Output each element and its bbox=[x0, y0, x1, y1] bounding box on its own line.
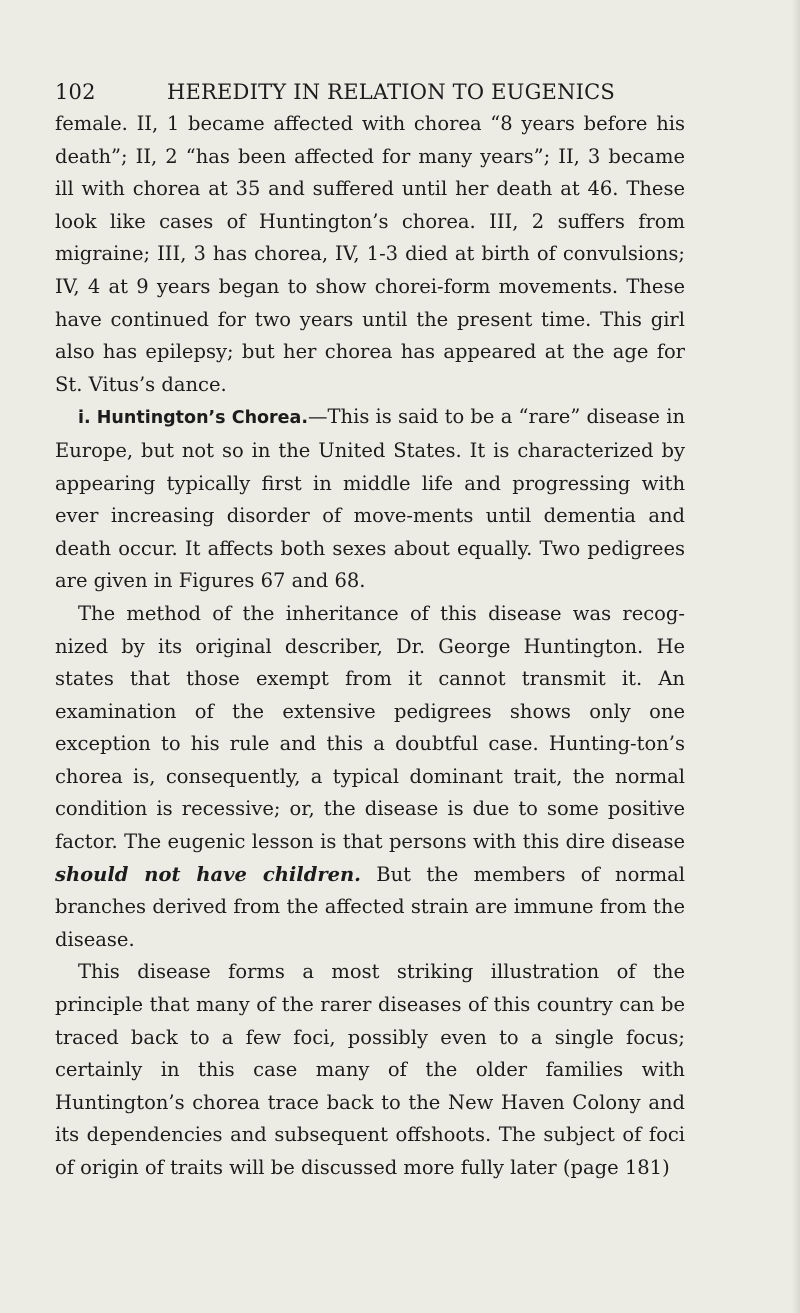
page-number: 102 bbox=[55, 80, 96, 104]
running-header bbox=[55, 70, 685, 108]
section-heading: i. Huntington’s Chorea. bbox=[78, 408, 309, 429]
paragraph-inheritance-method bbox=[55, 598, 685, 957]
paragraph-huntingtons-chorea bbox=[55, 401, 685, 598]
text-block bbox=[55, 70, 685, 1185]
paragraph-text: The method of the inheritance of this disease was recog-nized by its original describer, Dr. George Huntington. He states that those exempt from it cannot transmit it. An examination of the extensive pedigrees shows only one exception to his rule and this a doubtful case. Hunting-ton’s chorea is, consequently, a typical dominant trait, the normal condition is recessive; or, the disease is due to some positive factor. The eugenic lesson is that persons with this dire disease bbox=[55, 601, 685, 854]
paragraph-case-description bbox=[55, 108, 685, 401]
paragraph-text: female. II, 1 became affected with chorea “8 years before his death”; II, 2 “has been affected for many years”; II, 3 became ill with chorea at 35 and suffered until her death at 46. These look like cases of Huntington’s chorea. III, 2 suffers from migraine; III, 3 has chorea, IV, 1-3 died at birth of convulsions; IV, 4 at 9 years began to show chorei-form movements. These have continued for two years until the present time. This girl also has epilepsy; but her chorea has appeared at the age for St. Vitus’s dance. bbox=[55, 112, 685, 396]
paragraph-foci-of-origin bbox=[55, 956, 685, 1184]
paragraph-text: But the members of normal branches derived from the affected strain are immune from the disease. bbox=[55, 862, 685, 951]
paragraph-text: This disease forms a most striking illustration of the principle that many of the rarer diseases of this country can be traced back to a few foci, possibly even to a single focus; certainly in this case many of the older families with Huntington’s chorea trace back to the New Haven Colony and its dependencies and subsequent offshoots. The subject of foci of origin of traits will be discussed more fully later (page 181) bbox=[55, 960, 685, 1179]
emphasized-text: should not have children. bbox=[55, 862, 361, 886]
paragraph-text: —This is said to be a “rare” disease in Europe, but not so in the United States. It is characterized by appearing typically first in middle life and progressing with ever increasing disorder of move-ments until dementia and death occur. It affects both sexes about equally. Two pedigrees are given in Figures 67 and 68. bbox=[55, 405, 686, 593]
page-edge-shadow bbox=[792, 0, 800, 1313]
running-title: HEREDITY IN RELATION TO EUGENICS bbox=[166, 80, 616, 104]
